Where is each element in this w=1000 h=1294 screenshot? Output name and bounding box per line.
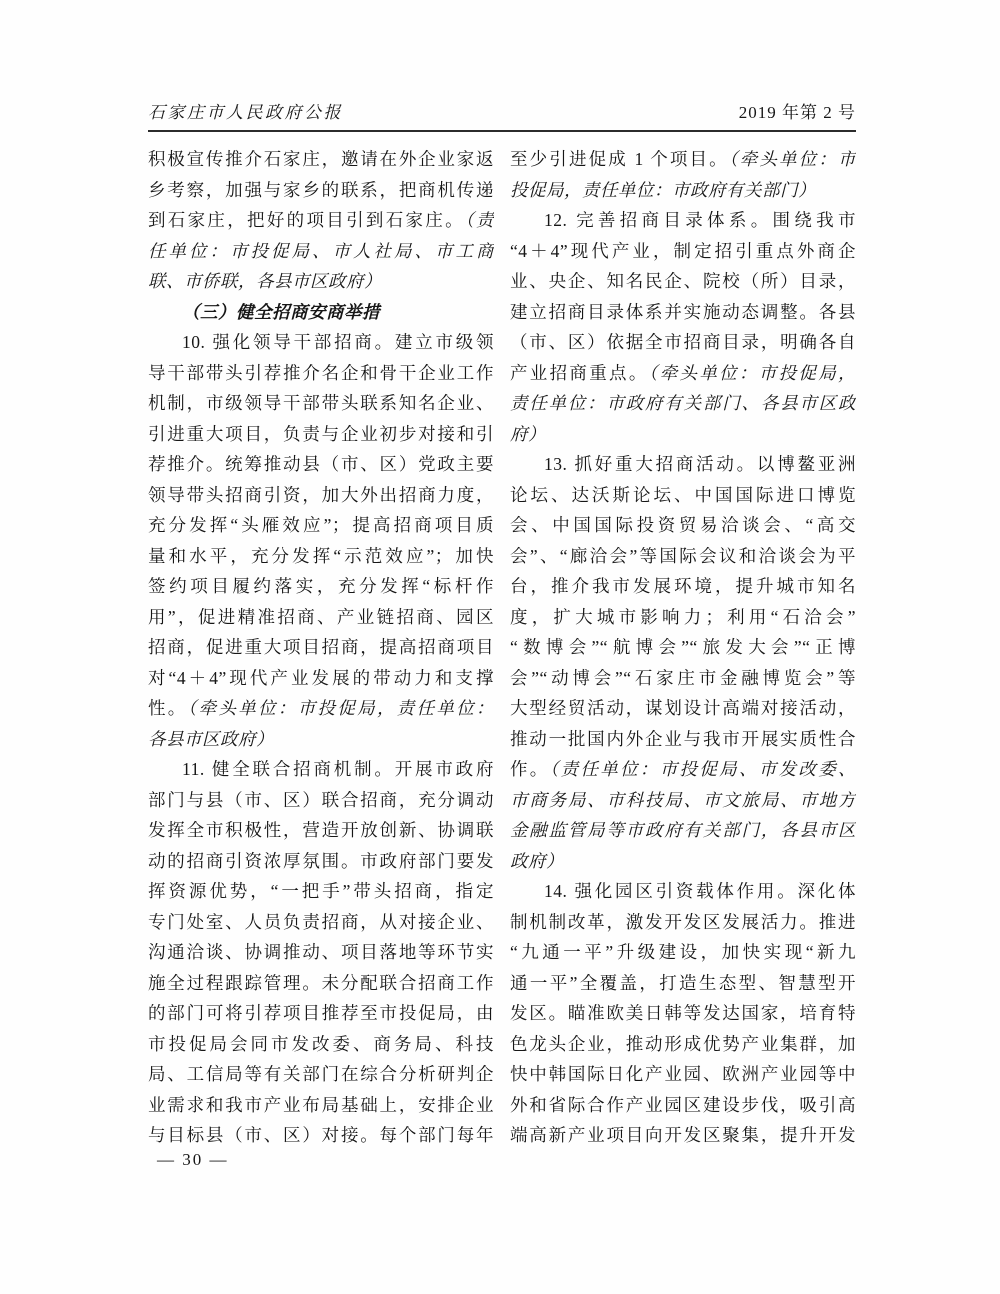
kaiti-text-segment: 任单位：市投促局、市人社局、市工商	[148, 240, 494, 261]
body-text-segment: 荐推介。统筹推动县（市、区）党政主要	[148, 454, 494, 474]
body-text-segment: 业、央企、知名民企、院校（所）目录，	[510, 271, 856, 291]
body-text-segment: 会”“动博会”“石家庄市金融博览会”等	[510, 667, 856, 688]
body-text-segment: 会”、“廊洽会”等国际会议和洽谈会为平	[510, 545, 856, 566]
text-line	[510, 419, 856, 450]
body-text-segment: 通一平”全覆盖，打造生态型、智慧型开	[510, 972, 856, 993]
body-text-segment: 充分发挥“头雁效应”；提高招商项目质	[148, 515, 494, 535]
text-line	[510, 510, 856, 541]
text-line	[510, 327, 856, 358]
body-text-segment: 机制，市级领导干部带头联系知名企业、	[148, 393, 494, 413]
body-text-segment: 量和水平，充分发挥“示范效应”；加快	[148, 545, 494, 566]
body-text-segment: 12. 完善招商目录体系。围绕我市	[544, 210, 856, 230]
text-line	[510, 968, 856, 999]
body-text-segment: 发挥全市积极性，营造开放创新、协调联	[148, 820, 494, 840]
text-line	[148, 266, 494, 297]
kaiti-text-segment: （牵头单位：市	[728, 149, 856, 169]
text-line	[510, 815, 856, 846]
body-text-segment: 到石家庄，把好的项目引到石家庄。	[148, 210, 465, 230]
text-line	[148, 754, 494, 785]
body-text-segment: 制机制改革，激发开发区发展活力。推进	[510, 911, 856, 932]
text-line	[148, 480, 494, 511]
text-line	[148, 205, 494, 236]
text-line	[510, 236, 856, 267]
body-text-segment: 推动一批国内外企业与我市开展实质性合	[510, 728, 856, 749]
body-text-segment: 产业招商重点。	[510, 362, 649, 383]
kaiti-text-segment: （牵头单位：市投促局，责任单位：	[187, 698, 494, 718]
body-text-segment: 与目标县（市、区）对接。每个部门每年	[148, 1125, 494, 1145]
text-line	[510, 449, 856, 480]
body-text-segment: 台，推介我市发展环境，提升城市知名	[510, 576, 856, 596]
text-line	[148, 632, 494, 663]
text-line	[148, 846, 494, 877]
kaiti-text-segment: 投促局，责任单位：市政府有关部门）	[510, 179, 816, 200]
body-text-segment: 沟通洽谈、协调推动、项目落地等环节实	[148, 942, 494, 962]
kaiti-text-segment: 政府）	[510, 850, 564, 871]
body-text-segment: 端高新产业项目向开发区聚集，提升开发	[510, 1125, 856, 1145]
body-text-segment: 签约项目履约落实，充分发挥“标杆作	[148, 576, 494, 596]
kaiti-text-segment: 市商务局、市科技局、市文旅局、市地方	[510, 789, 856, 810]
body-text-segment: 大型经贸活动，谋划设计高端对接活动，	[510, 698, 856, 718]
text-line	[510, 175, 856, 206]
left-column	[148, 144, 494, 1151]
kaiti-text-segment: 各县市区政府）	[148, 728, 274, 749]
kaiti-text-segment: 联、市侨联，各县市区政府）	[148, 271, 382, 291]
text-line	[148, 693, 494, 724]
text-line	[148, 907, 494, 938]
text-line	[148, 998, 494, 1029]
text-line	[148, 968, 494, 999]
body-text-segment: “4＋4”现代产业，制定招引重点外商企	[510, 240, 856, 261]
body-text-segment: 对“4＋4”现代产业发展的带动力和支撑	[148, 667, 494, 688]
text-line	[510, 1059, 856, 1090]
text-line	[148, 358, 494, 389]
text-line	[510, 785, 856, 816]
body-text-segment: （市、区）依据全市招商目录，明确各自	[510, 332, 856, 352]
text-line	[148, 419, 494, 450]
text-line	[148, 785, 494, 816]
text-line	[510, 571, 856, 602]
text-line	[148, 571, 494, 602]
text-line	[510, 388, 856, 419]
kaiti-text-segment: 府）	[510, 423, 546, 444]
text-line	[510, 480, 856, 511]
text-line	[148, 388, 494, 419]
body-text-segment: 性。	[148, 698, 188, 718]
body-text-segment: 会、中国国际投资贸易洽谈会、“高交	[510, 515, 856, 535]
body-text-segment: 的部门可将引荐项目推荐至市投促局，由	[148, 1003, 494, 1023]
text-line	[510, 602, 856, 633]
body-text-segment: 11. 健全联合招商机制。开展市政府	[182, 759, 494, 779]
text-line	[148, 327, 494, 358]
right-column	[510, 144, 856, 1151]
body-text-segment: 10. 强化领导干部招商。建立市级领	[182, 332, 494, 352]
text-line	[510, 937, 856, 968]
text-line	[510, 297, 856, 328]
text-line	[148, 1029, 494, 1060]
text-line	[148, 937, 494, 968]
body-text-segment: 发区。瞄准欧美日韩等发达国家，培育特	[510, 1003, 856, 1023]
body-text-segment: 外和省际合作产业园区建设步伐，吸引高	[510, 1094, 856, 1115]
text-line	[148, 541, 494, 572]
gazette-title: 石家庄市人民政府公报	[148, 103, 343, 122]
text-line	[510, 693, 856, 724]
body-text-segment: 乡考察，加强与家乡的联系，把商机传递	[148, 179, 494, 200]
text-line	[510, 1090, 856, 1121]
text-line	[510, 663, 856, 694]
page-number: — 30 —	[157, 1150, 229, 1169]
text-line	[148, 815, 494, 846]
body-text-segment: 13. 抓好重大招商活动。以博鳌亚洲	[544, 454, 856, 474]
text-line	[148, 449, 494, 480]
kaiti-text-segment: 金融监管局等市政府有关部门，各县市区	[510, 820, 856, 840]
text-line	[148, 1059, 494, 1090]
text-line	[510, 1029, 856, 1060]
text-line	[148, 175, 494, 206]
text-line	[510, 632, 856, 663]
text-line	[510, 358, 856, 389]
kaiti-text-segment: （三）健全招商安商举措	[182, 301, 380, 322]
two-column-body	[148, 144, 856, 1151]
text-line	[148, 297, 494, 328]
text-line	[510, 724, 856, 755]
text-line	[510, 846, 856, 877]
text-line	[510, 998, 856, 1029]
text-line	[148, 144, 494, 175]
text-line	[510, 144, 856, 175]
body-text-segment: 动的招商引资浓厚氛围。市政府部门要发	[148, 850, 494, 871]
kaiti-text-segment: （牵头单位：市投促局，	[648, 362, 856, 383]
text-line	[510, 205, 856, 236]
page-content	[148, 103, 856, 1151]
text-line	[510, 1120, 856, 1151]
body-text-segment: “数博会”“航博会”“旅发大会”“正博	[510, 637, 856, 657]
body-text-segment: 快中韩国际日化产业园、欧洲产业园等中	[510, 1064, 856, 1084]
body-text-segment: 度，扩大城市影响力；利用“石洽会”	[510, 606, 856, 627]
body-text-segment: 部门与县（市、区）联合招商，充分调动	[148, 789, 494, 810]
body-text-segment: 引进重大项目，负责与企业初步对接和引	[148, 423, 494, 444]
body-text-segment: 用”，促进精准招商、产业链招商、园区	[148, 606, 494, 627]
text-line	[148, 1090, 494, 1121]
body-text-segment: 施全过程跟踪管理。未分配联合招商工作	[148, 972, 494, 993]
page-header	[148, 103, 856, 132]
body-text-segment: 建立招商目录体系并实施动态调整。各县	[510, 301, 856, 322]
body-text-segment: 作。	[510, 759, 550, 779]
kaiti-text-segment: （责	[464, 210, 494, 230]
text-line	[148, 236, 494, 267]
text-line	[510, 907, 856, 938]
text-line	[148, 724, 494, 755]
body-text-segment: 导干部带头引荐推介名企和骨干企业工作	[148, 362, 494, 383]
text-line	[148, 510, 494, 541]
body-text-segment: 色龙头企业，推动形成优势产业集群，加	[510, 1033, 856, 1054]
text-line	[148, 876, 494, 907]
body-text-segment: 领导带头招商引资，加大外出招商力度，	[148, 484, 494, 505]
body-text-segment: 至少引进促成 1 个项目。	[510, 149, 729, 169]
body-text-segment: 业需求和我市产业布局基础上，安排企业	[148, 1094, 494, 1115]
body-text-segment: 14. 强化园区引资载体作用。深化体	[544, 881, 856, 901]
body-text-segment: 局、工信局等有关部门在综合分析研判企	[148, 1064, 494, 1084]
text-line	[148, 602, 494, 633]
body-text-segment: 招商，促进重大项目招商，提高招商项目	[148, 637, 494, 657]
text-line	[148, 663, 494, 694]
body-text-segment: 论坛、达沃斯论坛、中国国际进口博览	[510, 484, 856, 505]
text-line	[510, 266, 856, 297]
text-line	[510, 754, 856, 785]
body-text-segment: 专门处室、人员负责招商，从对接企业、	[148, 911, 494, 932]
text-line	[148, 1120, 494, 1151]
kaiti-text-segment: 责任单位：市政府有关部门、各县市区政	[510, 393, 856, 413]
kaiti-text-segment: （责任单位：市投促局、市发改委、	[549, 759, 856, 779]
text-line	[510, 876, 856, 907]
body-text-segment: 市投促局会同市发改委、商务局、科技	[148, 1033, 494, 1054]
text-line	[510, 541, 856, 572]
body-text-segment: 挥资源优势，“一把手”带头招商，指定	[148, 881, 494, 901]
issue-number: 2019 年第 2 号	[738, 103, 856, 122]
body-text-segment: “九通一平”升级建设，加快实现“新九	[510, 942, 856, 962]
body-text-segment: 积极宣传推介石家庄，邀请在外企业家返	[148, 149, 494, 169]
